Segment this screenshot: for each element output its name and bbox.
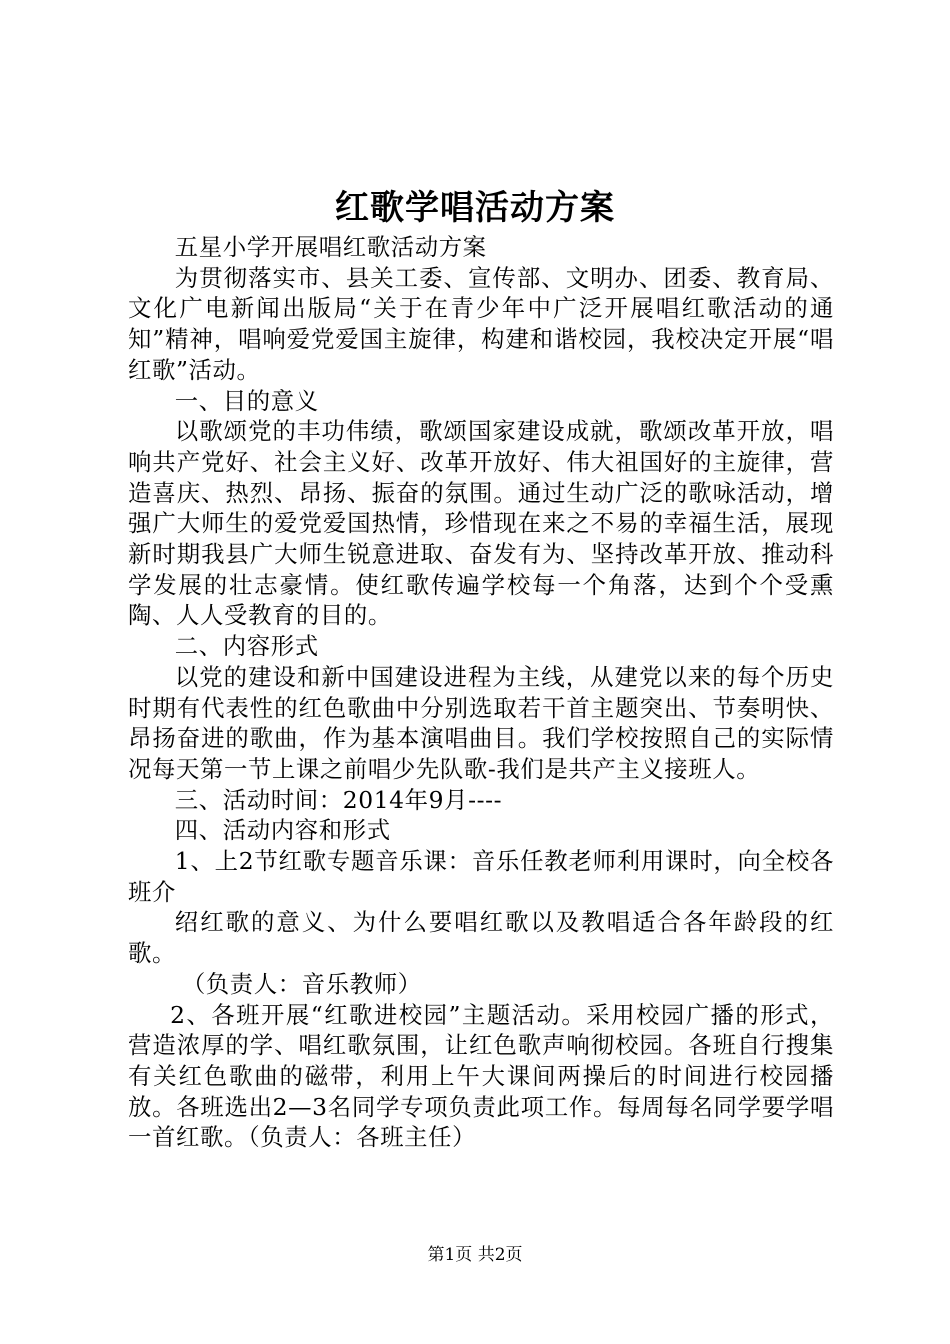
document-title: 红歌学唱活动方案	[335, 188, 615, 228]
content-paragraph: 以党的建设和新中国建设进程为主线，从建党以来的每个历史时期有代表性的红色歌曲中分别选取若干首主题突出、节奏明快、昂扬奋进的歌曲，作为基本演唱曲目。我们学校按照自己的实际情况每天第一节上课之前唱少先队歌-我们是共产主义接班人。	[128, 662, 834, 783]
activity-2-paragraph: 2、各班开展“红歌进校园”主题活动。采用校园广播的形式，营造浓厚的学、唱红歌氛围，让红色歌声响彻校园。各班自行搜集有关红色歌曲的磁带，利用上午大课间两操后的时间进行校园播放。各班选出2—3名同学专项负责此项工作。每周每名同学要学唱一首红歌。（负责人：各班主任）	[128, 1000, 834, 1152]
activity-1-responsible: （负责人：音乐教师）	[181, 969, 422, 998]
subtitle-paragraph: 五星小学开展唱红歌活动方案	[174, 233, 487, 261]
section-heading-content: 二、内容形式	[174, 632, 319, 661]
purpose-paragraph: 以歌颂党的丰功伟绩，歌颂国家建设成就，歌颂改革开放，唱响共产党好、社会主义好、改革开放好、伟大祖国好的主旋律，营造喜庆、热烈、昂扬、振奋的氛围。通过生动广泛的歌咏活动，增强广大师生的爱党爱国热情，珍惜现在来之不易的幸福生活，展现新时期我县广大师生锐意进取、奋发有为、坚持改革开放、推动科学发展的壮志豪情。使红歌传遍学校每一个角落，达到个个受熏陶、人人受教育的目的。	[128, 417, 834, 630]
page-footer: 第1页 共2页	[427, 1245, 523, 1265]
section-heading-purpose: 一、目的意义	[174, 386, 319, 415]
section-heading-time: 三、活动时间：2014年9月----	[174, 785, 503, 814]
activity-1-continued-paragraph: 绍红歌的意义、为什么要唱红歌以及教唱适合各年龄段的红歌。	[128, 908, 834, 968]
document-body	[128, 232, 834, 1153]
section-heading-activities: 四、活动内容和形式	[174, 816, 391, 845]
intro-paragraph: 为贯彻落实市、县关工委、宣传部、文明办、团委、教育局、文化广电新闻出版局“关于在青少年中广泛开展唱红歌活动的通知”精神，唱响爱党爱国主旋律，构建和谐校园，我校决定开展“唱红歌”活动。	[128, 263, 834, 384]
activity-1-paragraph: 1、上2节红歌专题音乐课：音乐任教老师利用课时，向全校各班介	[128, 847, 834, 906]
